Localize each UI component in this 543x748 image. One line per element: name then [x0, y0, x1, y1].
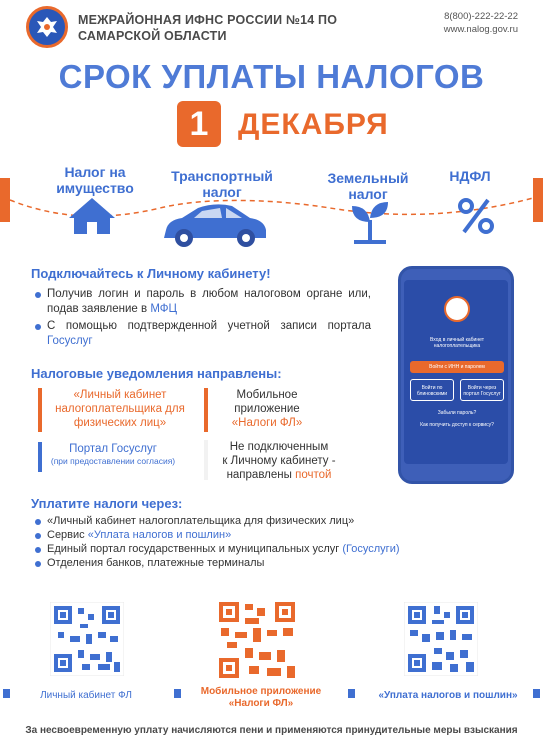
phone-access-link[interactable]: Как получить доступ к сервису? [420, 422, 494, 428]
phone-login-gosuslugi-button[interactable]: Войти через портал Госуслуг [460, 379, 504, 401]
connect-heading: Подключайтесь к Личному кабинету! [31, 266, 271, 281]
qr-code-payment[interactable] [404, 602, 478, 676]
qr-label-payment: «Уплата налогов и пошлин» [378, 690, 518, 701]
tax-land-label: Земельный налог [327, 170, 409, 202]
phone-login-alt-button[interactable]: Войти по блиновскими [410, 379, 454, 401]
qr-label-lk: Личный кабинет ФЛ [40, 690, 132, 701]
list-item: Сервис «Уплата налогов и пошлин» [35, 528, 505, 542]
qr-code-app[interactable] [215, 598, 299, 682]
list-item: Единый портал государственных и муниципальных услуг (Госуслуги) [35, 542, 505, 556]
list-item: Получив логин и пароль в любом налоговом органе или, подав заявление в МФЦ [35, 287, 371, 317]
deadline-month: ДЕКАБРЯ [238, 108, 389, 141]
qr-code-lk[interactable] [50, 602, 124, 676]
notif-lk: «Личный кабинет налогоплательщика для физических лиц» [38, 388, 188, 432]
car-icon [160, 200, 270, 248]
qr-label-app: Мобильное приложение «Налоги ФЛ» [200, 686, 322, 709]
mfc-link[interactable]: МФЦ [150, 303, 178, 315]
notif-mail: Не подключенным к Личному кабинету - направлены почтой [204, 440, 354, 480]
tax-ndfl-label: НДФЛ [449, 168, 491, 184]
payment-service-link[interactable]: «Уплата налогов и пошлин» [87, 529, 232, 541]
phone-number: 8(800)-222-22-22 [444, 11, 518, 22]
footer-note: За несвоевременную уплату начисляются пени и применяются принудительные меры взыскания [25, 725, 518, 736]
left-mini-bar [3, 689, 10, 698]
notif-app: Мобильное приложение «Налоги ФЛ» [204, 388, 330, 432]
phone-fns-logo [444, 296, 470, 322]
connect-list [35, 287, 371, 349]
phone-login-inn-button[interactable]: Войти с ИНН и паролем [410, 361, 504, 373]
phone-forgot-link[interactable]: Забыли пароль? [437, 410, 477, 416]
notifications-heading: Налоговые уведомления направлены: [31, 366, 282, 381]
sprout-icon [348, 198, 392, 244]
gosuslugi-link[interactable]: Госуслуг [47, 335, 93, 347]
percent-icon [456, 196, 496, 236]
list-item: С помощью подтвержденной учетной записи портала Госуслуг [35, 319, 371, 349]
organization-name: МЕЖРАЙОННАЯ ИФНС РОССИИ №14 ПО САМАРСКОЙ ОБЛАСТИ [78, 13, 338, 43]
eagle-emblem-icon [33, 13, 61, 41]
gosuslugi-portal-link[interactable]: (Госуслуги) [342, 543, 400, 555]
house-icon [67, 196, 117, 236]
phone-screen-title: Вход в личный кабинет налогоплательщика [430, 337, 484, 349]
mini-bar [174, 689, 181, 698]
pay-heading: Уплатите налоги через: [31, 496, 183, 511]
pay-list [35, 514, 505, 570]
website-link[interactable]: www.nalog.gov.ru [443, 24, 518, 35]
mini-bar [348, 689, 355, 698]
notif-gosuslugi: Портал Госуслуг (при предоставлении согласия) [38, 442, 188, 472]
page-title: СРОК УПЛАТЫ НАЛОГОВ [58, 58, 485, 95]
deadline-day: 1 [177, 101, 221, 147]
right-mini-bar [533, 689, 540, 698]
tax-property-label: Налог на имущество [56, 164, 134, 196]
tax-transport-label: Транспортный налог [171, 168, 273, 200]
list-item: «Личный кабинет налогоплательщика для физических лиц» [35, 514, 505, 528]
list-item: Отделения банков, платежные терминалы [35, 556, 505, 570]
contacts [400, 10, 518, 36]
fns-logo [26, 6, 68, 48]
